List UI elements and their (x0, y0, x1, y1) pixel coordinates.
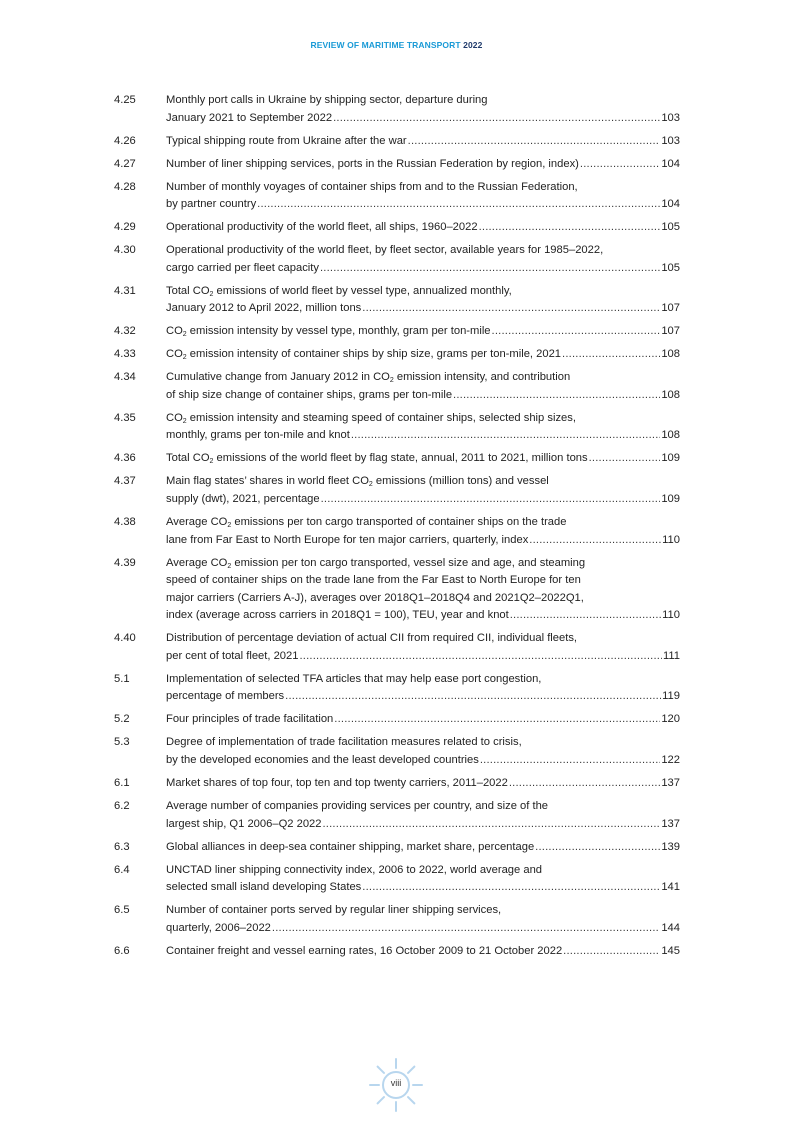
page-reference[interactable]: 120 (661, 713, 680, 726)
running-header-title: REVIEW OF MARITIME TRANSPORT (310, 40, 461, 50)
entry-text: Typical shipping route from Ukraine after the war (166, 134, 407, 147)
entry-text: of ship size change of container ships, grams per ton-mile (166, 388, 453, 401)
entry-body (166, 555, 680, 625)
entry-title-lines (166, 798, 680, 816)
toc-entry[interactable] (114, 369, 680, 404)
entry-text: cargo carried per fleet capacity (166, 261, 319, 274)
entry-text: emission per ton cargo transported, vessel size and age, and steaming (231, 556, 586, 569)
figure-number: 4.33 (114, 348, 136, 361)
entry-line: major carriers (Carriers A-J), averages over 2018Q1–2018Q4 and 2021Q2–2022Q1, (166, 591, 584, 604)
dot-leader (510, 607, 661, 625)
entry-text: monthly, grams per ton-mile and knot (166, 429, 350, 442)
entry-text: by the developed economies and the least developed countries (166, 754, 479, 767)
entry-last-text (166, 688, 284, 706)
toc-entry[interactable] (114, 473, 680, 508)
figure-number: 6.1 (114, 777, 130, 790)
toc-entry[interactable] (114, 179, 680, 214)
entry-last-text (166, 387, 452, 405)
entry-last-text (166, 323, 491, 341)
page-reference[interactable]: 109 (661, 452, 680, 465)
entry-text: emissions of the world fleet by flag state, annual, 2011 to 2021, million tons (213, 452, 588, 465)
entry-line (166, 473, 680, 491)
entry-last-line (166, 879, 680, 897)
page-reference[interactable]: 141 (661, 881, 680, 894)
entry-body (166, 943, 680, 961)
toc-entry[interactable] (114, 555, 680, 625)
dot-leader (323, 816, 661, 834)
figure-number: 4.27 (114, 157, 136, 170)
entry-text: Container freight and vessel earning rates, 16 October 2009 to 21 October 2022 (166, 944, 563, 957)
subscript: 2 (227, 521, 232, 529)
entry-text: Average CO (166, 515, 228, 528)
entry-last-text (166, 775, 508, 793)
entry-last-line (166, 491, 680, 509)
entry-text: Number of liner shipping services, ports in the Russian Federation by region, index) (166, 157, 579, 170)
toc-entry[interactable] (114, 862, 680, 897)
entry-title-lines (166, 671, 680, 689)
entry-title-lines (166, 902, 680, 920)
toc-entry[interactable] (114, 242, 680, 277)
page-reference[interactable]: 144 (661, 921, 680, 934)
entry-last-text (166, 816, 322, 834)
page-reference[interactable]: 108 (661, 388, 680, 401)
figure-number: 4.36 (114, 452, 136, 465)
entry-text: selected small island developing States (166, 881, 362, 894)
sun-ray (408, 1097, 414, 1103)
entry-body (166, 798, 680, 833)
entry-last-line (166, 943, 680, 961)
entry-text: Four principles of trade facilitation (166, 713, 334, 726)
dot-leader (562, 346, 660, 364)
page-reference[interactable]: 104 (661, 198, 680, 211)
entry-last-line (166, 219, 680, 237)
page-reference[interactable]: 119 (662, 690, 680, 703)
entry-line: Degree of implementation of trade facilitation measures related to crisis, (166, 736, 522, 749)
toc-entry[interactable] (114, 514, 680, 549)
running-header-year: 2022 (463, 40, 483, 50)
page-reference[interactable]: 107 (661, 302, 680, 315)
entry-last-line (166, 323, 680, 341)
entry-title-lines (166, 734, 680, 752)
entry-text: January 2012 to April 2022, million tons (166, 302, 362, 315)
entry-last-line (166, 532, 680, 550)
dot-leader (509, 775, 660, 793)
figure-number: 5.2 (114, 713, 130, 726)
entry-line (166, 410, 680, 428)
entry-text: emission intensity and steaming speed of container ships, selected ship sizes, (186, 411, 576, 424)
page-reference[interactable]: 109 (661, 492, 680, 505)
entry-text: Market shares of top four, top ten and top twenty carriers, 2011–2022 (166, 777, 508, 790)
entry-text: emissions (million tons) and vessel (372, 475, 549, 488)
entry-title-lines (166, 862, 680, 880)
entry-text: emissions per ton cargo transported of container ships on the trade (231, 515, 567, 528)
entry-last-text (166, 110, 332, 128)
entry-last-text (166, 300, 361, 318)
entry-line: Average number of companies providing services per country, and size of the (166, 800, 549, 812)
dot-leader (299, 648, 662, 666)
entry-last-text (166, 346, 561, 364)
dot-leader (589, 450, 661, 468)
entry-body (166, 734, 680, 769)
toc-entry[interactable] (114, 410, 680, 445)
page-reference[interactable]: 104 (661, 157, 680, 170)
page-reference[interactable]: 122 (661, 754, 680, 767)
page-reference[interactable]: 108 (661, 429, 680, 442)
entry-text: emissions of world fleet by vessel type, annualized monthly, (213, 284, 512, 297)
subscript: 2 (182, 417, 187, 425)
entry-last-text (166, 427, 350, 445)
entry-text: CO (166, 411, 183, 424)
page-reference[interactable]: 111 (662, 649, 680, 662)
subscript: 2 (209, 290, 214, 298)
entry-last-line (166, 648, 680, 666)
page-reference[interactable]: 145 (661, 944, 680, 957)
entry-body (166, 473, 680, 508)
entry-text: per cent of total fleet, 2021 (166, 649, 299, 662)
page-footer (366, 1055, 426, 1115)
entry-text: Global alliances in deep-sea container shipping, market share, percentage (166, 840, 535, 853)
subscript: 2 (368, 481, 373, 489)
figure-number: 4.35 (114, 411, 136, 424)
entry-text: lane from Far East to North Europe for ten major carriers, quarterly, index (166, 533, 529, 546)
entry-title-lines (166, 242, 680, 260)
dot-leader (529, 532, 661, 550)
dot-leader (492, 323, 661, 341)
entry-line: Operational productivity of the world fleet, by fleet sector, available years for 1985–2022, (166, 244, 604, 257)
toc-entry[interactable] (114, 798, 680, 833)
entry-body (166, 514, 680, 549)
toc-entry[interactable] (114, 283, 680, 318)
entry-last-text (166, 711, 333, 729)
entry-last-line (166, 688, 680, 706)
entry-line: Implementation of selected TFA articles that may help ease port congestion, (166, 672, 542, 685)
figure-number: 4.40 (114, 632, 136, 645)
entry-body (166, 369, 680, 404)
entry-last-line (166, 920, 680, 938)
entry-last-line (166, 133, 680, 151)
entry-text: Main flag states’ shares in world fleet CO (166, 475, 369, 488)
entry-last-text (166, 219, 478, 237)
entry-text: quarterly, 2006–2022 (166, 921, 271, 934)
entry-last-line (166, 607, 680, 625)
entry-last-line (166, 839, 680, 857)
entry-body (166, 133, 680, 151)
subscript: 2 (227, 562, 232, 570)
subscript: 2 (389, 377, 394, 385)
entry-text: CO (166, 348, 183, 361)
figure-number: 4.25 (114, 94, 136, 106)
sun-ray (378, 1097, 384, 1103)
list-of-figures (114, 92, 680, 966)
dot-leader (272, 920, 660, 938)
figure-number: 4.37 (114, 475, 136, 488)
subscript: 2 (182, 331, 187, 339)
figure-number: 5.1 (114, 672, 130, 685)
entry-title-lines (166, 410, 680, 428)
dot-leader (408, 133, 661, 151)
dot-leader (362, 879, 660, 897)
entry-text: emission intensity, and contribution (393, 371, 571, 384)
figure-number: 4.29 (114, 221, 136, 234)
entry-text: Total CO (166, 452, 210, 465)
page-reference[interactable]: 105 (661, 221, 680, 234)
page-reference[interactable]: 103 (661, 134, 680, 147)
entry-body (166, 283, 680, 318)
sun-ray (408, 1067, 414, 1073)
entry-last-line (166, 260, 680, 278)
dot-leader (580, 156, 660, 174)
entry-text: largest ship, Q1 2006–Q2 2022 (166, 817, 322, 830)
figure-number: 4.28 (114, 180, 136, 193)
entry-line: Number of container ports served by regular liner shipping services, (166, 904, 502, 917)
running-header (0, 40, 793, 50)
entry-last-text (166, 648, 298, 666)
entry-last-text (166, 260, 319, 278)
entry-body (166, 323, 680, 341)
entry-last-line (166, 752, 680, 770)
entry-body (166, 450, 680, 468)
entry-body (166, 92, 680, 127)
entry-body (166, 671, 680, 706)
entry-body (166, 862, 680, 897)
entry-text: supply (dwt), 2021, percentage (166, 492, 320, 505)
toc-entry[interactable] (114, 450, 680, 468)
figure-number: 4.32 (114, 325, 136, 338)
page-reference[interactable]: 137 (661, 777, 680, 790)
page-reference[interactable]: 103 (661, 111, 680, 124)
page-reference[interactable]: 110 (662, 609, 680, 622)
entry-text: percentage of members (166, 690, 285, 703)
dot-leader (333, 110, 660, 128)
entry-line (166, 514, 680, 532)
entry-line: speed of container ships on the trade lane from the Far East to North Europe for ten (166, 574, 581, 587)
entry-title-lines (166, 92, 680, 110)
dot-leader (480, 752, 660, 770)
entry-text: emission intensity by vessel type, monthly, gram per ton-mile (186, 325, 491, 338)
entry-line (166, 283, 680, 301)
entry-line (166, 369, 680, 387)
dot-leader (320, 260, 660, 278)
toc-entry[interactable] (114, 839, 680, 857)
dot-leader (351, 427, 660, 445)
entry-title-lines (166, 473, 680, 491)
entry-body (166, 775, 680, 793)
figure-number: 4.38 (114, 515, 136, 528)
entry-last-text (166, 156, 579, 174)
dot-leader (321, 491, 661, 509)
entry-text: Average CO (166, 556, 228, 569)
subscript: 2 (182, 354, 187, 362)
figure-number: 6.4 (114, 863, 130, 876)
toc-entry[interactable] (114, 92, 680, 127)
toc-entry[interactable] (114, 671, 680, 706)
entry-last-text (166, 450, 588, 468)
figure-number: 6.2 (114, 800, 130, 812)
toc-entry[interactable] (114, 219, 680, 237)
entry-last-line (166, 346, 680, 364)
entry-last-line (166, 711, 680, 729)
dot-leader (479, 219, 661, 237)
entry-title-lines (166, 555, 680, 608)
entry-title-lines (166, 179, 680, 197)
entry-last-text (166, 839, 534, 857)
entry-last-text (166, 133, 407, 151)
entry-body (166, 711, 680, 729)
dot-leader (453, 387, 660, 405)
entry-line (166, 555, 680, 573)
entry-body (166, 179, 680, 214)
entry-body (166, 630, 680, 665)
entry-last-line (166, 450, 680, 468)
dot-leader (535, 839, 660, 857)
entry-last-line (166, 300, 680, 318)
entry-body (166, 839, 680, 857)
entry-body (166, 410, 680, 445)
toc-entry[interactable] (114, 943, 680, 961)
entry-body (166, 156, 680, 174)
entry-last-text (166, 943, 562, 961)
dot-leader (257, 196, 660, 214)
entry-text: Operational productivity of the world fleet, all ships, 1960–2022 (166, 221, 478, 234)
entry-line: Distribution of percentage deviation of actual CII from required CII, individual fleets, (166, 632, 578, 645)
entry-last-text (166, 752, 479, 770)
toc-entry[interactable] (114, 156, 680, 174)
dot-leader (285, 688, 661, 706)
entry-last-line (166, 816, 680, 834)
figure-number: 4.30 (114, 244, 136, 257)
toc-entry[interactable] (114, 630, 680, 665)
entry-last-line (166, 427, 680, 445)
entry-last-line (166, 196, 680, 214)
page-reference[interactable]: 107 (661, 325, 680, 338)
sun-ray (378, 1067, 384, 1073)
entry-text: index (average across carriers in 2018Q1 = 100), TEU, year and knot (166, 609, 509, 622)
entry-text: Cumulative change from January 2012 in CO (166, 371, 390, 384)
dot-leader (334, 711, 660, 729)
entry-title-lines (166, 283, 680, 301)
page-number: viii (390, 1078, 402, 1088)
toc-entry[interactable] (114, 775, 680, 793)
entry-body (166, 902, 680, 937)
entry-text: by partner country (166, 198, 257, 211)
entry-body (166, 346, 680, 364)
page-reference[interactable]: 110 (662, 533, 680, 546)
page-reference[interactable]: 105 (661, 261, 680, 274)
toc-entry[interactable] (114, 734, 680, 769)
entry-text: Total CO (166, 284, 210, 297)
dot-leader (362, 300, 660, 318)
page-reference[interactable]: 108 (661, 348, 680, 361)
page-reference[interactable]: 137 (661, 817, 680, 830)
figure-number: 6.6 (114, 944, 130, 957)
entry-title-lines (166, 514, 680, 532)
entry-line: Number of monthly voyages of container ships from and to the Russian Federation, (166, 180, 578, 193)
toc-entry[interactable] (114, 133, 680, 151)
dot-leader (563, 943, 660, 961)
entry-last-text (166, 491, 320, 509)
toc-entry[interactable] (114, 323, 680, 341)
figure-number: 4.34 (114, 371, 136, 384)
entry-line: UNCTAD liner shipping connectivity index, 2006 to 2022, world average and (166, 863, 543, 876)
entry-last-line (166, 387, 680, 405)
toc-entry[interactable] (114, 346, 680, 364)
entry-last-text (166, 607, 509, 625)
entry-text: CO (166, 325, 183, 338)
entry-title-lines (166, 369, 680, 387)
page-reference[interactable]: 139 (661, 840, 680, 853)
figure-number: 4.39 (114, 556, 136, 569)
subscript: 2 (209, 458, 214, 466)
entry-title-lines (166, 630, 680, 648)
entry-text: January 2021 to September 2022 (166, 111, 333, 124)
toc-entry[interactable] (114, 902, 680, 937)
figure-number: 4.31 (114, 284, 136, 297)
figure-number: 6.3 (114, 840, 130, 853)
entry-last-text (166, 879, 361, 897)
figure-number: 4.26 (114, 134, 136, 147)
entry-line: Monthly port calls in Ukraine by shipping sector, departure during (166, 94, 488, 106)
entry-last-text (166, 920, 271, 938)
figure-number: 6.5 (114, 904, 130, 917)
entry-last-line (166, 110, 680, 128)
entry-body (166, 219, 680, 237)
entry-last-line (166, 775, 680, 793)
entry-last-text (166, 196, 256, 214)
entry-last-text (166, 532, 528, 550)
entry-body (166, 242, 680, 277)
entry-text: emission intensity of container ships by ship size, grams per ton-mile, 2021 (186, 348, 562, 361)
entry-last-line (166, 156, 680, 174)
figure-number: 5.3 (114, 736, 130, 749)
toc-entry[interactable] (114, 711, 680, 729)
